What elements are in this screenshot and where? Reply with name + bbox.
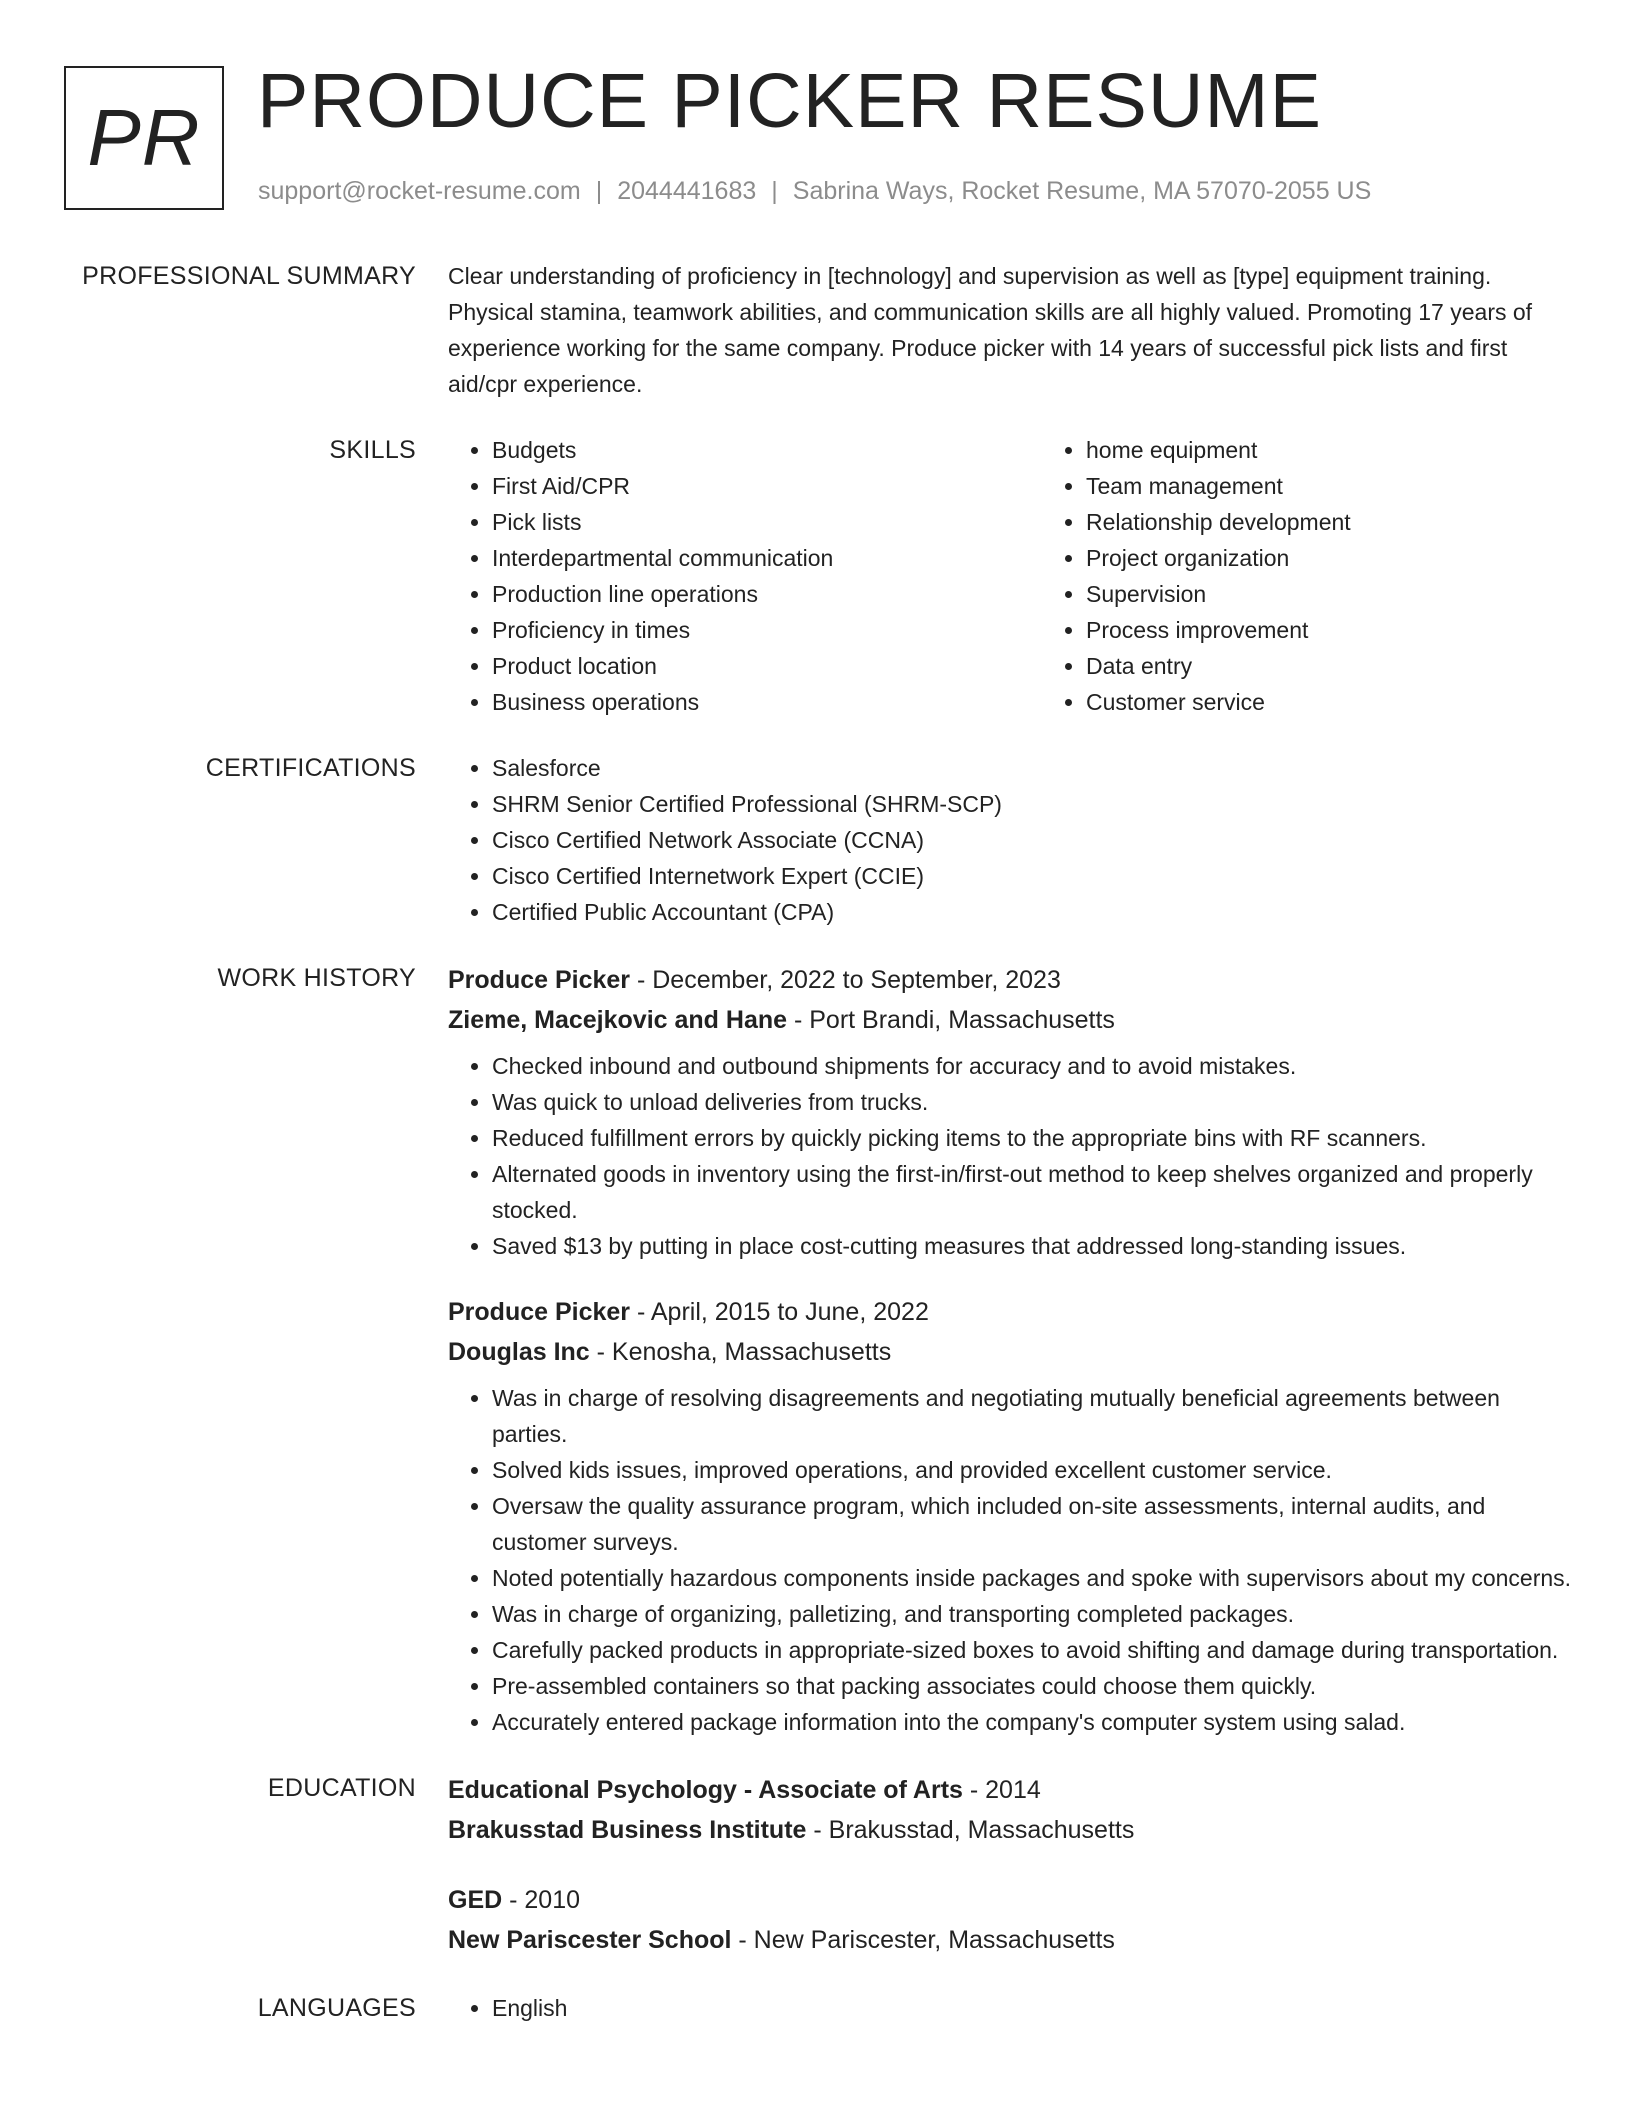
job-duty: • Accurately entered package information into the company's computer system using salad. [492, 1704, 1572, 1740]
resume-title: PRODUCE PICKER RESUME [257, 58, 1322, 144]
job-duty: • Saved $13 by putting in place cost-cutting measures that addressed long-standing issues. [492, 1228, 1572, 1264]
skill-item: • Data entry [1086, 648, 1632, 684]
certification-item: • Salesforce [492, 750, 1572, 786]
skill-item: • Interdepartmental communication [492, 540, 1042, 576]
section-body [448, 432, 1572, 720]
education-school: Brakusstad Business Institute [448, 1816, 807, 1844]
section-body [448, 960, 1572, 1740]
job-dates: - April, 2015 to June, 2022 [630, 1298, 929, 1326]
contact-email: support@rocket-resume.com [258, 177, 581, 205]
section-body [448, 1990, 1572, 2026]
job-duty: • Was in charge of resolving disagreements and negotiating mutually beneficial agreements between parties. [492, 1380, 1572, 1452]
contact-separator: | [771, 177, 778, 205]
job-duty: • Alternated goods in inventory using the first-in/first-out method to keep shelves organized and properly stocked. [492, 1156, 1572, 1228]
job-company-line [448, 1000, 1572, 1040]
job-company-line [448, 1332, 1572, 1372]
contact-phone: 2044441683 [617, 177, 757, 205]
job-duty: • Noted potentially hazardous components inside packages and spoke with supervisors about my concerns. [492, 1560, 1572, 1596]
contact-line [258, 174, 1371, 208]
education-degree-line [448, 1770, 1572, 1810]
skill-item: • Supervision [1086, 576, 1632, 612]
resume-body [0, 258, 1632, 2056]
section-education [0, 1770, 1632, 1960]
job-duty: • Was quick to unload deliveries from trucks. [492, 1084, 1572, 1120]
section-title: LANGUAGES [257, 1994, 416, 2022]
education-degree: GED [448, 1886, 503, 1914]
section-body [448, 1770, 1572, 1960]
section-languages [0, 1990, 1632, 2026]
job-duty: • Was in charge of organizing, palletizing, and transporting completed packages. [492, 1596, 1572, 1632]
education-school: New Pariscester School [448, 1926, 732, 1954]
job-role-line [448, 1292, 1572, 1332]
job-duty: • Checked inbound and outbound shipments for accuracy and to avoid mistakes. [492, 1048, 1572, 1084]
education-location: - Brakusstad, Massachusetts [806, 1816, 1135, 1844]
skill-item: • Customer service [1086, 684, 1632, 720]
skill-item: • Relationship development [1086, 504, 1632, 540]
education-location: - New Pariscester, Massachusetts [731, 1926, 1115, 1954]
summary-text: Clear understanding of proficiency in [technology] and supervision as well as [type] equipment training. Physical stamina, teamwork abilities, and communication skills are all highly valued. Promoting 17 years of experience working for the same company. Produce picker with 14 years of successful pick lists and first aid/cpr experience. [448, 263, 1533, 397]
education-school-line [448, 1920, 1572, 1960]
section-title: EDUCATION [267, 1774, 416, 1802]
skill-item: • Project organization [1086, 540, 1632, 576]
section-work-history [0, 960, 1632, 1740]
certification-item: • Cisco Certified Internetwork Expert (CCIE) [492, 858, 1572, 894]
job-role: Produce Picker [448, 1298, 631, 1326]
job-duties [448, 1380, 1572, 1740]
education-school-line [448, 1810, 1572, 1850]
job-location: - Port Brandi, Massachusetts [787, 1006, 1115, 1034]
job-duty: • Carefully packed products in appropriate-sized boxes to avoid shifting and damage during transportation. [492, 1632, 1572, 1668]
skill-item: • Budgets [492, 432, 1042, 468]
education-degree: Educational Psychology - Associate of Arts [448, 1776, 963, 1804]
skills-list-left [448, 432, 1042, 720]
skill-item: • Team management [1086, 468, 1632, 504]
section-title: PROFESSIONAL SUMMARY [82, 262, 416, 290]
contact-separator: | [595, 177, 603, 205]
skill-item: • Product location [492, 648, 1042, 684]
certifications-list [448, 750, 1572, 930]
skill-item: • home equipment [1086, 432, 1632, 468]
certification-item: • Certified Public Accountant (CPA) [492, 894, 1572, 930]
job-entry [448, 960, 1572, 1264]
monogram-badge: PR [64, 66, 224, 210]
job-duty: • Oversaw the quality assurance program, which included on-site assessments, internal audits, and customer surveys. [492, 1488, 1572, 1560]
section-title: WORK HISTORY [217, 964, 416, 992]
skills-columns [448, 432, 1572, 720]
job-duties [448, 1048, 1572, 1264]
skill-item: • Production line operations [492, 576, 1042, 612]
section-body [448, 750, 1572, 930]
job-location: - Kenosha, Massachusetts [589, 1338, 892, 1366]
skill-item: • Process improvement [1086, 612, 1632, 648]
contact-address: Sabrina Ways, Rocket Resume, MA 57070-2055 US [792, 177, 1372, 205]
education-entry [448, 1880, 1572, 1960]
job-role-line [448, 960, 1572, 1000]
languages-list [448, 1990, 1572, 2026]
resume-header [0, 0, 1632, 240]
education-year: - 2014 [962, 1776, 1041, 1804]
job-company: Douglas Inc [448, 1338, 590, 1366]
education-entry [448, 1770, 1572, 1850]
skills-list-right [1042, 432, 1632, 720]
job-duty: • Solved kids issues, improved operations, and provided excellent customer service. [492, 1452, 1572, 1488]
skill-item: • First Aid/CPR [492, 468, 1042, 504]
section-title: SKILLS [329, 436, 416, 464]
education-year: - 2010 [502, 1886, 581, 1914]
section-professional-summary [0, 258, 1632, 402]
job-duty: • Reduced fulfillment errors by quickly picking items to the appropriate bins with RF scanners. [492, 1120, 1572, 1156]
language-item: • English [492, 1990, 1572, 2026]
job-role: Produce Picker [448, 966, 631, 994]
section-certifications [0, 750, 1632, 930]
section-body [448, 258, 1572, 402]
job-duty: • Pre-assembled containers so that packing associates could choose them quickly. [492, 1668, 1572, 1704]
job-company: Zieme, Macejkovic and Hane [448, 1006, 788, 1034]
section-title: CERTIFICATIONS [205, 754, 416, 782]
job-dates: - December, 2022 to September, 2023 [630, 966, 1061, 994]
section-skills [0, 432, 1632, 720]
skill-item: • Pick lists [492, 504, 1042, 540]
education-degree-line [448, 1880, 1572, 1920]
certification-item: • SHRM Senior Certified Professional (SHRM-SCP) [492, 786, 1572, 822]
certification-item: • Cisco Certified Network Associate (CCNA) [492, 822, 1572, 858]
job-entry [448, 1292, 1572, 1740]
skill-item: • Proficiency in times [492, 612, 1042, 648]
skill-item: • Business operations [492, 684, 1042, 720]
